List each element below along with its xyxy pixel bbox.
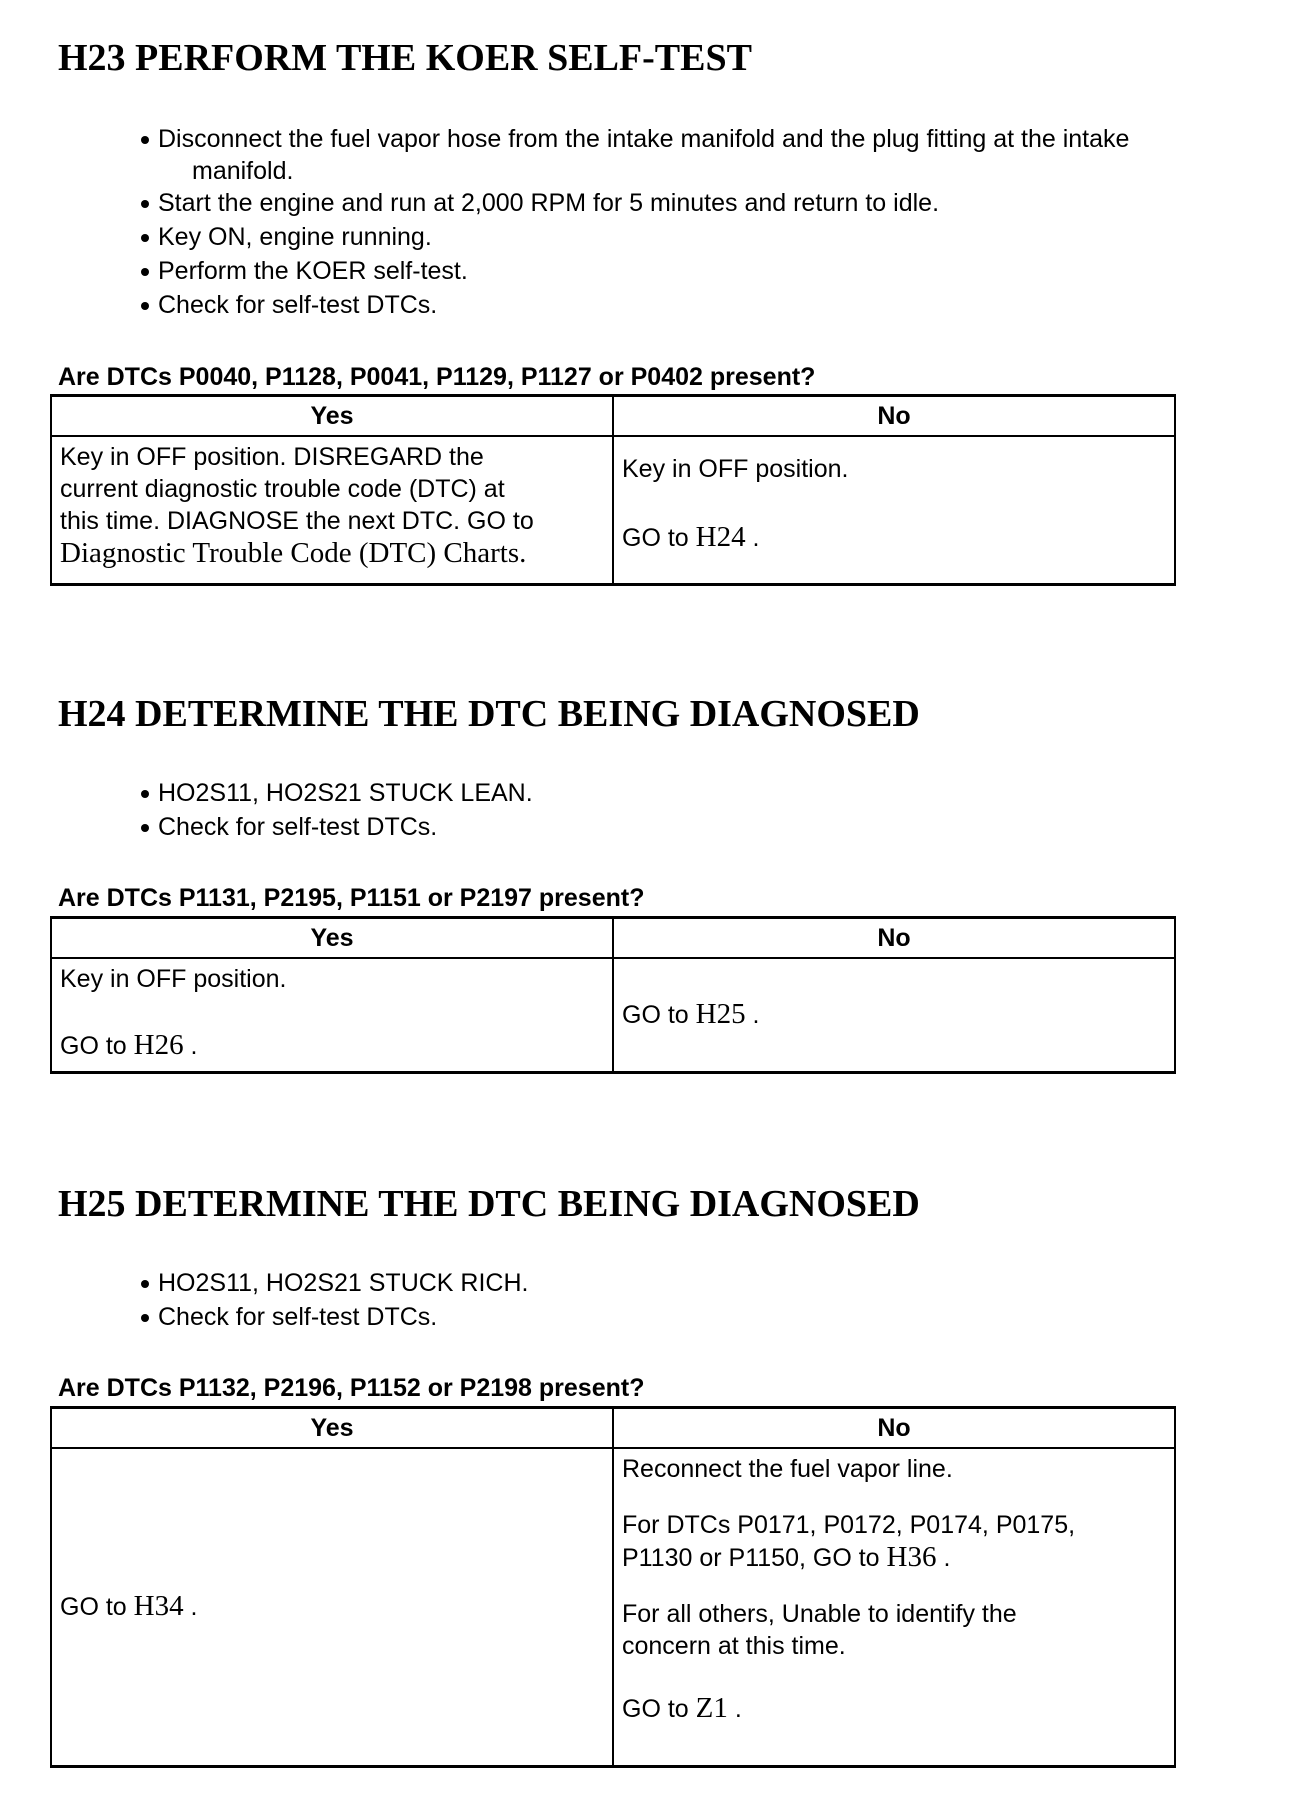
h23-no-go: GO to [622, 524, 689, 552]
h24-link[interactable]: H24 [695, 521, 746, 553]
bullet-icon [141, 200, 149, 208]
bullet-icon [141, 302, 149, 310]
h25-no-cell: Reconnect the fuel vapor line. For DTCs P0171, P0172, P0174, P0175, P1130 or P1150, GO to H36 . For all others, Unable to identify the concern at this time. GO to Z1 . [613, 1448, 1175, 1766]
h25-yes-header: Yes [51, 1408, 613, 1449]
h25-yes-cell: GO to H34 . [51, 1448, 613, 1766]
h26-link[interactable]: H26 [133, 1029, 184, 1061]
h24-bullet-list [138, 776, 533, 844]
bullet-icon [141, 1280, 149, 1288]
h25-no-line-2b: P1130 or P1150, GO to [622, 1544, 880, 1572]
h23-bullet-list [138, 122, 1129, 322]
h24-bullet-2: Check for self-test DTCs. [138, 810, 533, 844]
h23-yes-cell [51, 436, 613, 584]
h23-decision-table [50, 394, 1176, 586]
h24-decision-table [50, 916, 1176, 1074]
bullet-icon [141, 268, 149, 276]
bullet-icon [141, 790, 149, 798]
z1-link[interactable]: Z1 [695, 1692, 728, 1724]
h23-bullet-4: Perform the KOER self-test. [138, 254, 1129, 288]
h25-bullet-1: HO2S11, HO2S21 STUCK RICH. [138, 1266, 528, 1300]
h23-bullet-3: Key ON, engine running. [138, 220, 1129, 254]
h23-bullet-5: Check for self-test DTCs. [138, 288, 1129, 322]
h25-question: Are DTCs P1132, P2196, P1152 or P2198 present? [58, 1374, 645, 1402]
h25-bullet-list [138, 1266, 528, 1334]
bullet-icon [141, 234, 149, 242]
h23-no-line-1: Key in OFF position. [622, 455, 849, 483]
h36-link[interactable]: H36 [886, 1541, 937, 1573]
h24-yes-header: Yes [51, 918, 613, 959]
h24-yes-line-1: Key in OFF position. [60, 965, 287, 993]
h25-no-header: No [613, 1408, 1175, 1449]
h34-link[interactable]: H34 [133, 1590, 184, 1623]
h24-yes-cell: Key in OFF position. GO to H26 . [51, 958, 613, 1072]
bullet-icon [141, 136, 149, 144]
h25-title: H25 DETERMINE THE DTC BEING DIAGNOSED [58, 1183, 920, 1225]
h23-no-cell: Key in OFF position. GO to H24 . [613, 436, 1175, 584]
h23-bullet-1: Disconnect the fuel vapor hose from the intake manifold and the plug fitting at the intake manifold. [138, 122, 1129, 186]
h25-no-line-1: Reconnect the fuel vapor line. [622, 1455, 953, 1483]
h25-no-line-3a: For all others, Unable to identify the [622, 1600, 1017, 1628]
bullet-icon [141, 824, 149, 832]
h25-no-line-2a: For DTCs P0171, P0172, P0174, P0175, [622, 1511, 1076, 1539]
h23-no-header: No [613, 396, 1175, 437]
h23-title: H23 PERFORM THE KOER SELF-TEST [58, 37, 752, 79]
h23-yes-line-3: this time. DIAGNOSE the next DTC. GO to [60, 507, 534, 535]
h24-question: Are DTCs P1131, P2195, P1151 or P2197 present? [58, 884, 645, 912]
h25-no-line-3b: concern at this time. [622, 1632, 846, 1660]
h23-yes-line-1: Key in OFF position. DISREGARD the [60, 443, 484, 471]
h25-decision-table [50, 1406, 1176, 1768]
h25-bullet-2: Check for self-test DTCs. [138, 1300, 528, 1334]
h23-question: Are DTCs P0040, P1128, P0041, P1129, P1127 or P0402 present? [58, 363, 816, 391]
h24-no-cell: GO to H25 . [613, 958, 1175, 1072]
h23-bullet-2: Start the engine and run at 2,000 RPM for 5 minutes and return to idle. [138, 186, 1129, 220]
h23-yes-header: Yes [51, 396, 613, 437]
h24-title: H24 DETERMINE THE DTC BEING DIAGNOSED [58, 693, 920, 735]
h23-yes-line-2: current diagnostic trouble code (DTC) at [60, 475, 505, 503]
dtc-charts-link[interactable]: Diagnostic Trouble Code (DTC) Charts. [60, 537, 527, 569]
h24-bullet-1: HO2S11, HO2S21 STUCK LEAN. [138, 776, 533, 810]
h23-bullet-1-continued: manifold. [192, 157, 294, 185]
h24-no-header: No [613, 918, 1175, 959]
h25-link[interactable]: H25 [695, 998, 746, 1031]
bullet-icon [141, 1314, 149, 1322]
